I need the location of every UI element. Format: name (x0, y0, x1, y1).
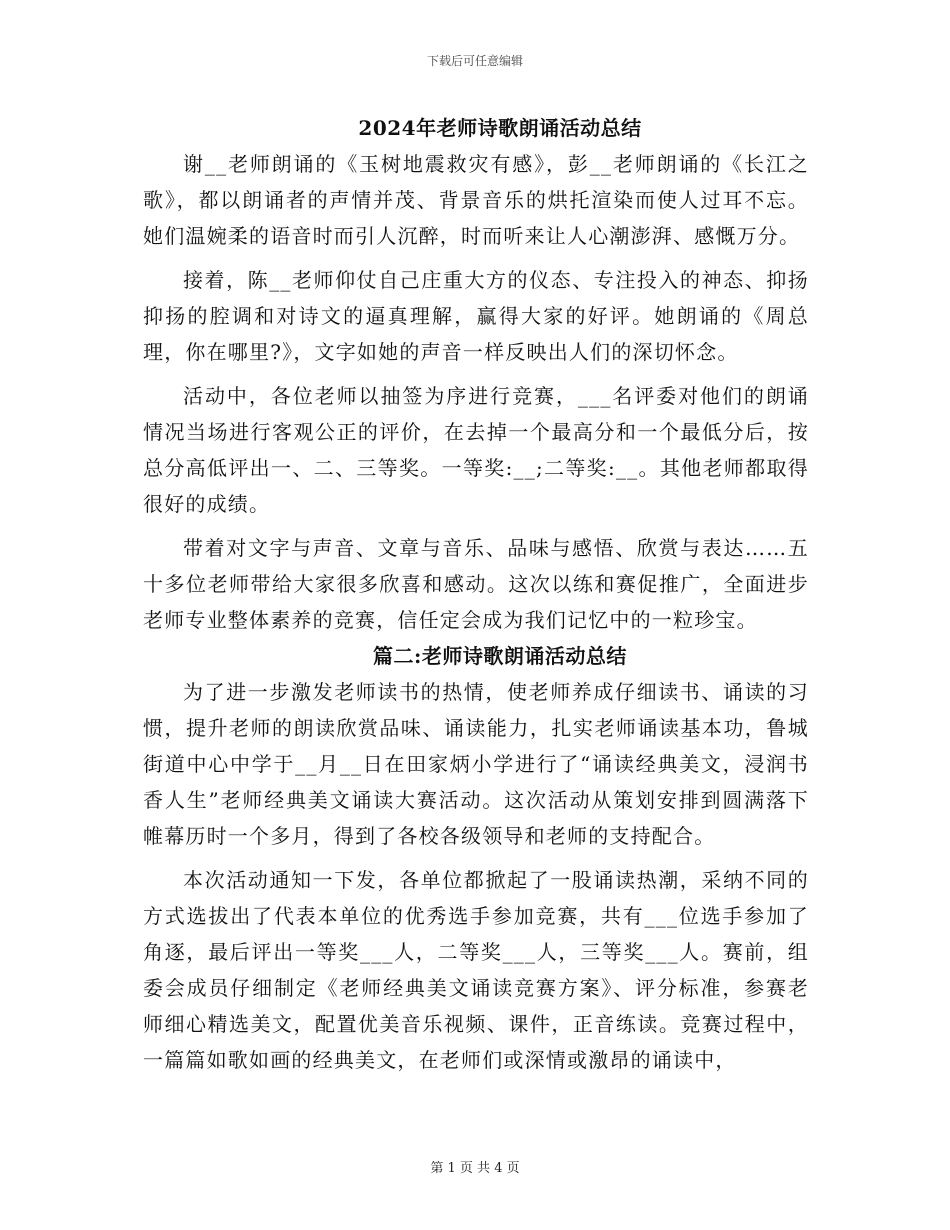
section2-title: 篇二:老师诗歌朗诵活动总结 (373, 644, 627, 668)
section2-paragraph-1: 为了进一步激发老师读书的热情，使老师养成仔细读书、诵读的习惯，提升老师的朗读欣赏品味、诵读能力，扎实老师诵读基本功，鲁城街道中心中学于__月__日在田家炳小学进行了“诵读经典美文，浸润书香人生”老师经典美文诵读大赛活动。这次活动从策划安排到圆满落下帷幕历时一个多月，得到了各校各级领导和老师的支持配合。 (143, 680, 809, 848)
page-header-note: 下载后可任意编辑 (426, 54, 523, 68)
section1-paragraph-4: 带着对文字与声音、文章与音乐、品味与感悟、欣赏与表达……五十多位老师带给大家很多欣喜和感动。这次以练和赛促推广，全面进步老师专业整体素养的竞赛，信任定会成为我们记忆中的一粒珍宝。 (143, 536, 809, 632)
section2-paragraph-2: 本次活动通知一下发，各单位都掀起了一股诵读热潮，采纳不同的方式选拔出了代表本单位的优秀选手参加竞赛，共有___位选手参加了角逐，最后评出一等奖___人，二等奖___人，三等奖___人。赛前，组委会成员仔细制定《老师经典美文诵读竞赛方案》、评分标准，参赛老师细心精选美文，配置优美音乐视频、课件，正音练读。竞赛过程中，一篇篇如歌如画的经典美文，在老师们或深情或激昂的诵读中， (143, 868, 809, 1072)
page-footer: 第 1 页 共 4 页 (430, 1161, 520, 1176)
document-title: 2024年老师诗歌朗诵活动总结 (358, 116, 642, 140)
section1-paragraph-2: 接着，陈__老师仰仗自己庄重大方的仪态、专注投入的神态、抑扬抑扬的腔调和对诗文的逼真理解，赢得大家的好评。她朗诵的《周总理，你在哪里?》，文字如她的声音一样反映出人们的深切怀念。 (143, 268, 809, 364)
document-body (143, 110, 809, 1078)
section1-paragraph-1: 谢__老师朗诵的《玉树地震救灾有感》，彭__老师朗诵的《长江之歌》，都以朗诵者的声情并茂、背景音乐的烘托渲染而使人过耳不忘。她们温婉柔的语音时而引人沉醉，时而听来让人心潮澎湃、感慨万分。 (143, 152, 809, 248)
section1-paragraph-3: 活动中，各位老师以抽签为序进行竞赛，___名评委对他们的朗诵情况当场进行客观公正的评价，在去掉一个最高分和一个最低分后，按总分高低评出一、二、三等奖。一等奖:__;二等奖:__。其他老师都取得很好的成绩。 (143, 384, 809, 516)
